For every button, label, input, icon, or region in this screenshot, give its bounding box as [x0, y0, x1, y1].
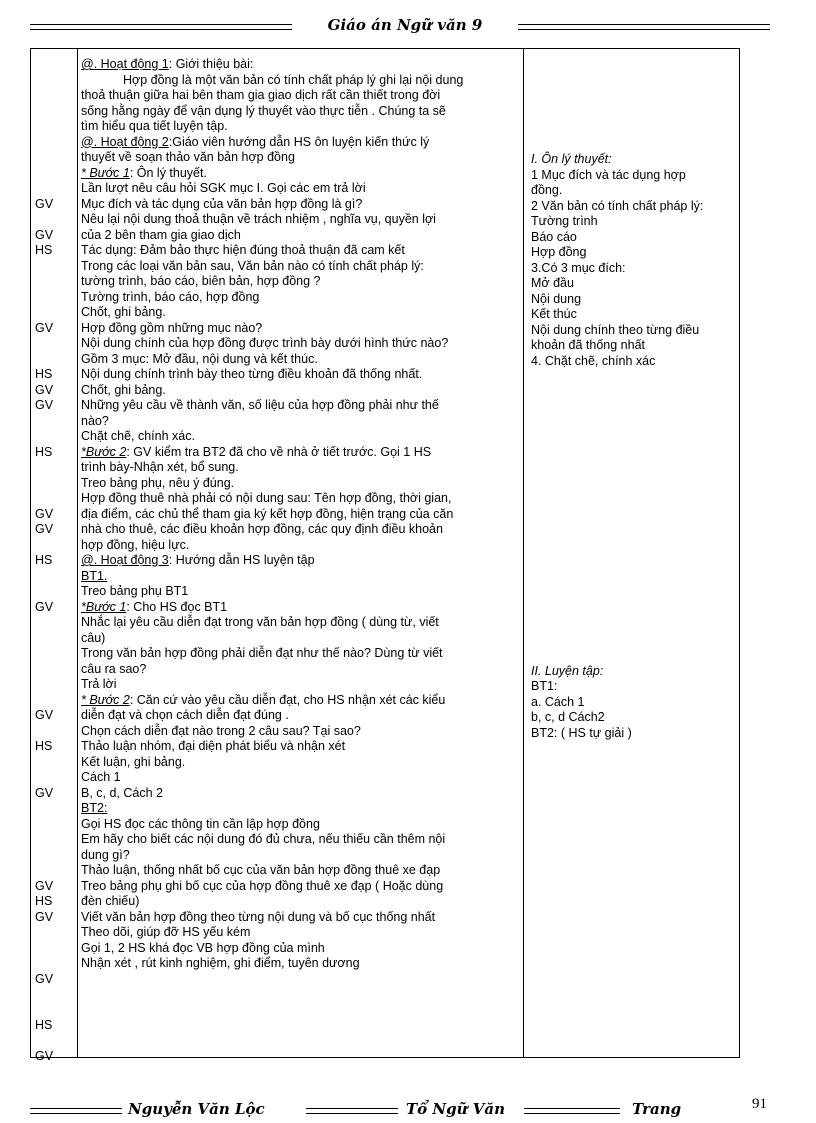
activity-line-text: BT2:	[81, 801, 108, 815]
activity-line	[81, 445, 521, 461]
role-label: GV	[35, 599, 54, 614]
activity-line	[81, 383, 521, 399]
notes-line: 2 Văn bản có tính chất pháp lý:	[531, 198, 704, 213]
header-rule-left	[30, 24, 292, 30]
notes-column	[531, 49, 739, 1057]
activity-line-text: diễn đạt và chọn cách diễn đạt đúng .	[81, 708, 289, 722]
activity-line	[81, 305, 521, 321]
role-label: GV	[35, 398, 54, 412]
activity-line-text: @. Hoạt động 3	[81, 553, 169, 567]
activity-line-text: @. Hoạt động 2	[81, 134, 169, 149]
activity-line-text: Gồm 3 mục: Mở đầu, nội dung và kết thúc.	[81, 351, 318, 366]
activity-line-text: *Bước 1	[81, 599, 127, 614]
activity-line-text: B, c, d, Cách 2	[81, 785, 163, 800]
notes-line: Tường trình	[531, 214, 598, 228]
role-label: GV	[35, 909, 54, 924]
role-label: HS	[35, 243, 53, 257]
activity-line	[81, 584, 521, 600]
notes-line: 4. Chặt chẽ, chính xác	[531, 353, 656, 368]
activity-line-text: Chốt, ghi bảng.	[81, 305, 166, 319]
activity-line	[81, 894, 521, 910]
activity-line	[81, 57, 521, 73]
activity-line	[81, 941, 521, 957]
activity-line-text: thuyết về soạn thảo văn bản hợp đồng	[81, 150, 295, 164]
activity-line-text: Thảo luận nhóm, đại diện phát biểu và nhận xét	[81, 739, 346, 753]
activity-line-text: tường trình, báo cáo, biên bản, hợp đồng ?	[81, 274, 321, 288]
activity-line-text: Treo bảng phụ BT1	[81, 584, 189, 598]
activity-line-text: dung gì?	[81, 847, 130, 862]
activity-line	[81, 538, 521, 554]
notes-line: Hợp đồng	[531, 245, 587, 259]
activity-line-text: Chặt chẽ, chính xác.	[81, 429, 195, 443]
activity-line	[81, 88, 521, 104]
role-label: GV	[35, 506, 54, 521]
activity-line	[81, 600, 521, 616]
activity-line-text: Trả lời	[81, 677, 117, 691]
activity-line-text: * Bước 1	[81, 165, 130, 180]
activity-line	[81, 150, 521, 166]
activity-line-text: Nêu lại nội dung thoả thuận về trách nhiệm , nghĩa vụ, quyền lợi	[81, 212, 436, 226]
role-label: HS	[35, 739, 53, 753]
header-title: Giáo án Ngữ văn 9	[327, 16, 483, 34]
activity-line-text: Viết văn bản hợp đồng theo từng nội dung và bố cục thống nhất	[81, 909, 436, 924]
activity-line	[81, 522, 521, 538]
activity-line	[81, 770, 521, 786]
role-column	[35, 49, 75, 1063]
activity-line	[81, 832, 521, 848]
activity-line-text: Hợp đồng gồm những mục nào?	[81, 320, 263, 335]
activity-line-text: câu)	[81, 630, 106, 645]
activity-line	[81, 259, 521, 275]
notes-line: Kết thúc	[531, 307, 577, 321]
role-label: GV	[35, 785, 54, 800]
activity-line-text: Hợp đồng là một văn bản có tính chất pháp lý ghi lại nội dung	[123, 72, 464, 87]
notes-line: II. Luyện tập:	[531, 663, 604, 678]
role-label: GV	[35, 227, 54, 242]
role-label: GV	[35, 971, 54, 986]
activity-line-text: BT1.	[81, 568, 108, 583]
activity-line	[81, 910, 521, 926]
activity-line-text: Theo dõi, giúp đỡ HS yếu kém	[81, 925, 251, 939]
activity-line-text: @. Hoạt động 1	[81, 57, 169, 71]
notes-line: a. Cách 1	[531, 694, 585, 709]
activity-line	[81, 755, 521, 771]
notes-line: b, c, d Cách2	[531, 710, 605, 724]
activity-line	[81, 801, 521, 817]
activity-line	[81, 817, 521, 833]
activity-line	[81, 879, 521, 895]
activity-line-text: Nhắc lại yêu cầu diễn đạt trong văn bản hợp đồng ( dùng từ, viết	[81, 615, 439, 629]
activity-line	[81, 135, 521, 151]
footer-group: Tổ Ngữ Văn	[406, 1100, 505, 1118]
activity-line	[81, 786, 521, 802]
activity-line-text: trình bày-Nhận xét, bổ sung.	[81, 460, 239, 474]
footer-page-label: Trang	[632, 1100, 682, 1118]
activity-line	[81, 646, 521, 662]
activity-line-text: Chọn cách diễn đạt nào trong 2 câu sau? Tại sao?	[81, 723, 361, 738]
activity-line-text: Gọi HS đọc các thông tin cần lập hợp đồng	[81, 816, 320, 831]
role-label: GV	[35, 382, 54, 397]
activity-line	[81, 104, 521, 120]
activity-line-text: Nội dung chính của hợp đồng được trình bày dưới hình thức nào?	[81, 336, 449, 350]
activity-line	[81, 693, 521, 709]
activity-line	[81, 662, 521, 678]
activity-line	[81, 73, 521, 89]
activity-line-text: * Bước 2	[81, 692, 130, 707]
activity-line-text: đèn chiếu)	[81, 894, 140, 908]
activity-line-text: Tường trình, báo cáo, hợp đồng	[81, 289, 260, 304]
activity-line-rest: :Giáo viên hướng dẫn HS ôn luyện kiến thức lý	[168, 134, 430, 149]
activity-line-text: Lần lượt nêu câu hỏi SGK mục I. Gọi các em trả lời	[81, 181, 366, 195]
activity-line-text: hợp đồng, hiệu lực.	[81, 537, 190, 552]
role-label: HS	[35, 444, 53, 459]
activity-line	[81, 290, 521, 306]
activity-line-rest: : Cho HS đọc BT1	[126, 599, 228, 614]
notes-block	[531, 152, 739, 369]
footer-author: Nguyễn Văn Lộc	[128, 1100, 265, 1118]
footer-rule-3	[524, 1108, 620, 1114]
page-number: 91	[752, 1096, 767, 1112]
activity-line-text: Thảo luận, thống nhất bố cục của văn bản hợp đồng thuê xe đạp	[81, 863, 441, 877]
activity-line	[81, 367, 521, 383]
notes-line: đồng.	[531, 183, 563, 197]
notes-line: I. Ôn lý thuyết:	[531, 152, 612, 166]
notes-line: Nội dung	[531, 291, 582, 306]
activity-line	[81, 507, 521, 523]
activity-line	[81, 228, 521, 244]
notes-line: 3.Có 3 mục đích:	[531, 260, 626, 275]
notes-line: 1 Mục đích và tác dụng hợp	[531, 167, 686, 182]
activity-line	[81, 615, 521, 631]
activity-line-text: Cách 1	[81, 770, 121, 784]
column-divider-right	[523, 49, 524, 1057]
activity-line-text: Những yêu cầu về thành văn, số liệu của hợp đồng phải như thế	[81, 398, 439, 412]
activity-line-text: tìm hiểu qua tiết luyện tập.	[81, 119, 228, 133]
activity-line	[81, 197, 521, 213]
activity-line	[81, 491, 521, 507]
activity-line	[81, 553, 521, 569]
role-label: HS	[35, 1018, 53, 1032]
activity-line	[81, 166, 521, 182]
footer-rule-1	[30, 1108, 122, 1114]
page-header	[30, 14, 770, 38]
activity-line-text: Treo bảng phụ, nêu ý đúng.	[81, 475, 235, 490]
activity-line	[81, 181, 521, 197]
activity-line	[81, 352, 521, 368]
activity-line-text: Kết luận, ghi bảng.	[81, 754, 186, 769]
notes-line: Nội dung chính theo từng điều	[531, 322, 700, 337]
activity-line	[81, 398, 521, 414]
notes-line: Mở đầu	[531, 276, 574, 290]
activity-column	[81, 57, 521, 972]
activity-line	[81, 460, 521, 476]
notes-line: khoản đã thống nhất	[531, 338, 645, 352]
role-label: GV	[35, 708, 54, 722]
activity-line-text: Hợp đồng thuê nhà phải có nội dung sau: Tên hợp đồng, thời gian,	[81, 491, 452, 505]
role-label: HS	[35, 553, 53, 567]
notes-line: Báo cáo	[531, 229, 577, 244]
activity-line	[81, 476, 521, 492]
activity-line	[81, 274, 521, 290]
activity-line	[81, 956, 521, 972]
activity-line	[81, 724, 521, 740]
activity-line-text: địa điểm, các chủ thể tham gia ký kết hợp đồng, hiện trạng của căn	[81, 506, 454, 521]
page-footer	[30, 1098, 770, 1122]
activity-line-text: Chốt, ghi bảng.	[81, 382, 166, 397]
activity-line	[81, 119, 521, 135]
activity-line	[81, 569, 521, 585]
activity-line-text: Gọi 1, 2 HS khá đọc VB hợp đồng của mình	[81, 940, 325, 955]
activity-line-text: nào?	[81, 413, 109, 428]
role-label: HS	[35, 367, 53, 381]
role-label: GV	[35, 1049, 54, 1063]
activity-line	[81, 414, 521, 430]
activity-line	[81, 321, 521, 337]
activity-line-text: thoả thuận giữa hai bên tham gia giao dịch rất cần thiết trong đời	[81, 88, 441, 102]
activity-line	[81, 925, 521, 941]
activity-line-text: Tác dụng: Đảm bảo thực hiện đúng thoả thuận đã cam kết	[81, 243, 405, 257]
activity-line-text: nhà cho thuê, các điều khoản hợp đồng, các quy định điều khoản	[81, 522, 443, 536]
role-label: GV	[35, 522, 54, 536]
activity-line-rest: : Căn cứ vào yêu cầu diễn đạt, cho HS nhận xét các kiểu	[129, 692, 446, 707]
activity-line-text: Mục đích và tác dụng của văn bản hợp đồng là gì?	[81, 196, 363, 211]
activity-line	[81, 708, 521, 724]
activity-line-rest: : Ôn lý thuyết.	[129, 165, 207, 180]
activity-line-text: Treo bảng phụ ghi bố cục của hợp đồng thuê xe đạp ( Hoặc dùng	[81, 878, 444, 893]
activity-line-text: của 2 bên tham gia giao dịch	[81, 227, 241, 242]
notes-line: BT2: ( HS tự giải )	[531, 725, 632, 740]
role-label: GV	[35, 196, 54, 211]
activity-line	[81, 243, 521, 259]
activity-line	[81, 739, 521, 755]
activity-line-text: câu ra sao?	[81, 661, 147, 676]
activity-line	[81, 677, 521, 693]
header-rule-right	[518, 24, 770, 30]
activity-line-text: Em hãy cho biết các nội dung đó đủ chưa, nếu thiếu cần thêm nội	[81, 832, 446, 846]
role-label: HS	[35, 894, 53, 908]
notes-block	[531, 664, 739, 742]
role-label: GV	[35, 320, 54, 335]
activity-line-text: Nội dung chính trình bày theo từng điều khoản đã thống nhất.	[81, 367, 423, 381]
activity-line-text: Nhận xét , rút kinh nghiệm, ghi điểm, tuyên dương	[81, 956, 360, 970]
lesson-table	[30, 48, 740, 1063]
activity-line	[81, 863, 521, 879]
notes-line: BT1:	[531, 679, 558, 693]
activity-line	[81, 429, 521, 445]
activity-line-text: *Bước 2	[81, 444, 127, 459]
activity-line	[81, 336, 521, 352]
activity-line-text: sống hằng ngày để vận dụng lý thuyết vào thực tiễn . Chúng ta sẽ	[81, 103, 446, 118]
activity-line	[81, 212, 521, 228]
activity-line-rest: : Hướng dẫn HS luyện tập	[168, 553, 315, 567]
activity-line-rest: : GV kiểm tra BT2 đã cho về nhà ở tiết trước. Gọi 1 HS	[126, 444, 432, 459]
activity-line	[81, 848, 521, 864]
activity-line-rest: : Giới thiệu bài:	[168, 57, 254, 71]
activity-line-text: Trong văn bản hợp đồng phải diễn đạt như thế nào? Dùng từ viết	[81, 646, 443, 660]
footer-rule-2	[306, 1108, 398, 1114]
column-divider-left	[77, 49, 78, 1057]
activity-line-text: Trong các loại văn bản sau, Văn bản nào có tính chất pháp lý:	[81, 258, 424, 273]
activity-line	[81, 631, 521, 647]
role-label: GV	[35, 878, 54, 893]
